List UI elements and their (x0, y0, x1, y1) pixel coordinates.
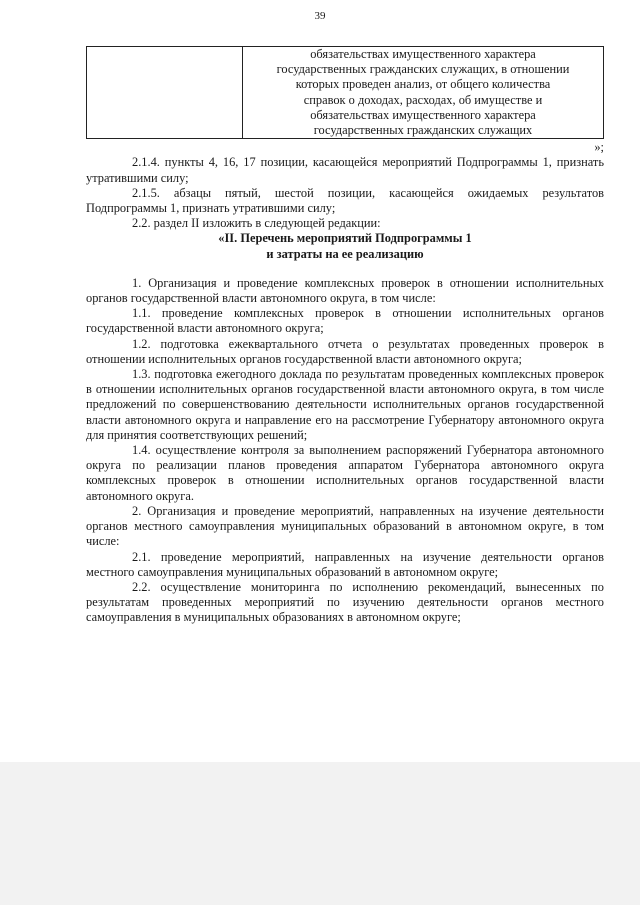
paragraph: 2.2. раздел II изложить в следующей редакции: (132, 216, 381, 231)
closing-quote: »; (594, 140, 604, 155)
paragraph: 1.4. осуществление контроля за выполнением распоряжений Губернатора автономного округа по реализации планов проведения аппаратом Губернатора автономного округа комплексных проверок в отношении исполнительных органов государственной власти автономного округа. (86, 443, 604, 503)
table-cell-empty (87, 47, 243, 139)
paragraph: 2. Организация и проведение мероприятий, направленных на изучение деятельности органов местного самоуправления муниципальных образований в автономном округе, в том числе: (86, 503, 604, 549)
table-row (87, 47, 604, 139)
page-number: 39 (314, 10, 326, 22)
paragraph: 1.3. подготовка ежегодного доклада по результатам проведенных комплексных проверок в отношении исполнительных органов государственной власти автономного округа, в том числе предложений по совершенствованию деятельности исполнительных органов государственной власти автономного округа и направление его на рассмотрение Губернатору автономного округа для принятия соответствующих решений; (86, 367, 604, 442)
paragraph: 2.2. осуществление мониторинга по исполнению рекомендаций, вынесенных по результатам проведенных мероприятий по изучению деятельности органов местного самоуправления в муниципальных образованиях в автономном округе; (86, 579, 604, 625)
table-line: государственных гражданских служащих (313, 123, 533, 138)
section-heading-line: «II. Перечень мероприятий Подпрограммы 1 (218, 231, 472, 246)
table-cell-text (243, 47, 604, 139)
table-line: справок о доходах, расходах, об имуществе и (303, 92, 543, 107)
paragraph: 2.1.4. пункты 4, 16, 17 позиции, касающейся мероприятий Подпрограммы 1, признать утратившими силу; (86, 155, 604, 185)
table-line: которых проведен анализ, от общего количества (295, 77, 551, 92)
section-heading (86, 231, 604, 261)
paragraph: 1. Организация и проведение комплексных проверок в отношении исполнительных органов государственной власти автономного округа, в том числе: (86, 275, 604, 306)
table-line: государственных гражданских служащих, в отношении (276, 62, 570, 77)
document-body (86, 46, 604, 626)
paragraph: 1.1. проведение комплексных проверок в отношении исполнительных органов государственной власти автономного округа; (86, 306, 604, 336)
table-line: обязательствах имущественного характера (310, 47, 536, 61)
paragraph: 2.1. проведение мероприятий, направленных на изучение деятельности органов местного самоуправления муниципальных образований в автономном округе; (86, 549, 604, 579)
table-fragment (86, 46, 604, 139)
table-line: обязательствах имущественного характера (310, 107, 536, 122)
paragraph: 2.1.5. абзацы пятый, шестой позиции, касающейся ожидаемых результатов Подпрограммы 1, признать утратившими силу; (86, 185, 604, 216)
paragraph: 1.2. подготовка ежеквартального отчета о результатах проведенных проверок в отношении исполнительных органов государственной власти автономного округа; (86, 336, 604, 366)
section-heading-line: и затраты на ее реализацию (266, 246, 424, 261)
